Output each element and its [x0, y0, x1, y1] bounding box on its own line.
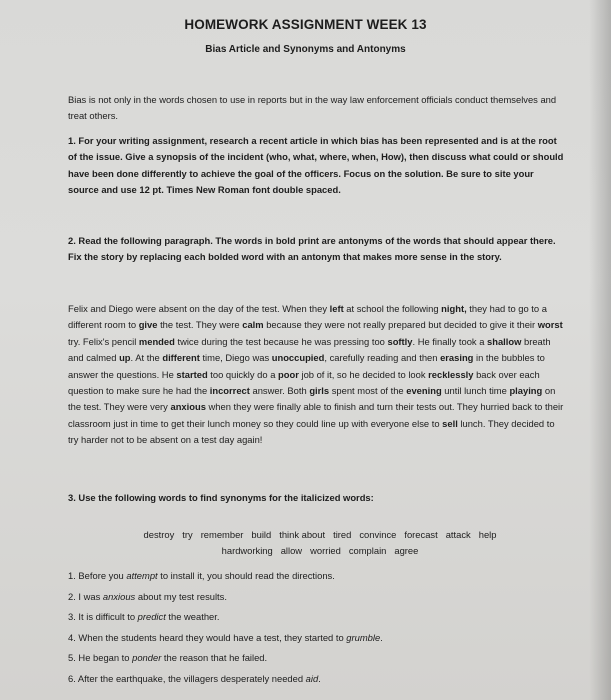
question-item	[68, 632, 383, 643]
word-bank-item: build	[251, 529, 272, 540]
story-text: too quickly do a	[207, 368, 279, 380]
question-item	[68, 611, 219, 622]
bold-antonym-word: anxious	[170, 401, 206, 413]
question-text: about my test results.	[135, 590, 227, 602]
story-text: . He finally took a	[412, 335, 488, 347]
question-text: 3. It is difficult to	[68, 611, 138, 622]
bold-antonym-word: shallow	[487, 335, 522, 347]
word-bank-item: allow	[280, 545, 303, 557]
word-bank	[80, 527, 560, 560]
bold-antonym-word: worst	[537, 319, 563, 331]
question-item	[68, 570, 335, 581]
story-text: because they were not really prepared but decided to give it their	[263, 319, 538, 331]
bold-antonym-word: erasing	[440, 352, 474, 364]
story-text: , carefully reading and then	[324, 352, 441, 364]
word-bank-item: forecast	[404, 529, 438, 540]
story-text: spent most of the	[329, 385, 407, 397]
bold-antonym-word: girls	[309, 385, 330, 397]
question-text: the reason that he failed.	[161, 652, 268, 663]
bold-antonym-word: unoccupied	[271, 352, 325, 364]
question-item	[68, 673, 321, 684]
question-item	[68, 591, 227, 602]
word-bank-item: hardworking	[221, 545, 273, 557]
question-text: 2. I was	[68, 590, 103, 602]
story-text: until lunch time	[441, 385, 510, 397]
italicized-word: anxious	[102, 590, 136, 602]
story-text: answer. Both	[249, 385, 310, 397]
story-text: . At the	[130, 352, 163, 364]
bold-antonym-word: up	[119, 352, 131, 364]
bold-antonym-word: left	[329, 303, 344, 314]
question-text: 5. He began to	[68, 652, 133, 663]
bold-antonym-word: playing	[509, 385, 543, 397]
question-text: to install it, you should read the directions.	[157, 570, 335, 581]
story-text: try. Felix's pencil	[68, 335, 139, 347]
word-bank-item: complain	[348, 545, 387, 557]
word-bank-item: destroy	[143, 529, 175, 540]
page-edge-shadow	[589, 0, 611, 700]
story-text: at school the following	[343, 303, 442, 314]
italicized-word: aid	[305, 672, 319, 684]
italicized-word: attempt	[126, 570, 158, 581]
intro-paragraph: Bias is not only in the words chosen to use in reports but in the way law enforcement officials conduct themselves and treat others.	[68, 94, 557, 122]
question-text: .	[318, 672, 321, 684]
bold-antonym-word: started	[176, 368, 208, 380]
story-text: time, Diego was	[199, 352, 272, 364]
word-bank-item: tired	[333, 529, 352, 540]
question-text: .	[380, 631, 383, 643]
page-subtitle: Bias Article and Synonyms and Antonyms	[205, 44, 406, 55]
bold-antonym-word: mended	[138, 335, 175, 347]
italicized-word: grumble	[346, 631, 381, 643]
bold-antonym-word: recklessly	[428, 368, 474, 380]
story-text: job of it, so he decided to look	[298, 368, 429, 380]
story-text: they had to go to a different room to	[68, 303, 547, 331]
bold-antonym-word: evening	[406, 385, 442, 397]
story-paragraph	[68, 301, 564, 449]
task-1-paragraph: 1. For your writing assignment, research a recent article in which bias has been represented and is at the root of the issue. Give a synopsis of the incident (who, what, where, when, How), then discuss what could or should have been done differently to achieve the goal of the officers. Focus on the solution. Be sure to site your source and use 12 pt. Times New Roman font double spaced.	[68, 135, 564, 196]
bold-antonym-word: sell	[442, 417, 458, 429]
word-bank-item: attack	[445, 529, 471, 540]
story-text: on the test. They were very	[68, 385, 556, 413]
story-text: lunch. They decided to try harder not to be absent on a test day again!	[68, 417, 555, 446]
story-text: in the bubbles to answer the questions. He	[68, 352, 545, 380]
word-bank-item: agree	[394, 545, 419, 557]
bold-antonym-word: night,	[441, 303, 467, 314]
task-2-paragraph: 2. Read the following paragraph. The words in bold print are antonyms of the words that should appear there. Fix the story by replacing each bolded word with an antonym that makes more sense in the story.	[68, 235, 556, 263]
story-text: when they were finally able to finish and turn their tests out. They hurried back to their classroom just in time to get their lunch money so they could line up with everyone else to	[68, 401, 564, 429]
story-text: the test. They were	[157, 319, 243, 331]
story-text: back over each question to make sure he had the	[68, 368, 540, 397]
question-text: 6. After the earthquake, the villagers desperately needed	[68, 672, 306, 684]
bold-antonym-word: give	[138, 319, 158, 331]
word-bank-item: try	[182, 529, 193, 540]
story-text: breath and calmed	[68, 335, 551, 364]
question-text: 4. When the students heard they would have a test, they started to	[68, 631, 347, 643]
task-3-heading: 3. Use the following words to find synonyms for the italicized words:	[68, 492, 374, 503]
bold-antonym-word: poor	[278, 368, 299, 380]
story-text: twice during the test because he was pressing too	[174, 335, 388, 347]
story-text: Felix and Diego were absent on the day of the test. When they	[68, 303, 330, 314]
word-bank-item: convince	[359, 529, 397, 540]
question-item	[68, 652, 267, 663]
word-bank-item: remember	[200, 529, 244, 540]
bold-antonym-word: different	[162, 352, 200, 364]
bold-antonym-word: calm	[242, 319, 264, 331]
bold-antonym-word: incorrect	[209, 385, 250, 397]
word-bank-item: worried	[310, 545, 341, 557]
italicized-word: predict	[137, 611, 166, 622]
page-title: HOMEWORK ASSIGNMENT WEEK 13	[184, 17, 427, 32]
question-text: the weather.	[165, 611, 220, 622]
word-bank-item: think about	[279, 529, 326, 540]
italicized-word: ponder	[132, 652, 162, 663]
word-bank-item: help	[478, 529, 497, 540]
bold-antonym-word: softly	[387, 335, 413, 347]
question-text: 1. Before you	[68, 570, 127, 581]
